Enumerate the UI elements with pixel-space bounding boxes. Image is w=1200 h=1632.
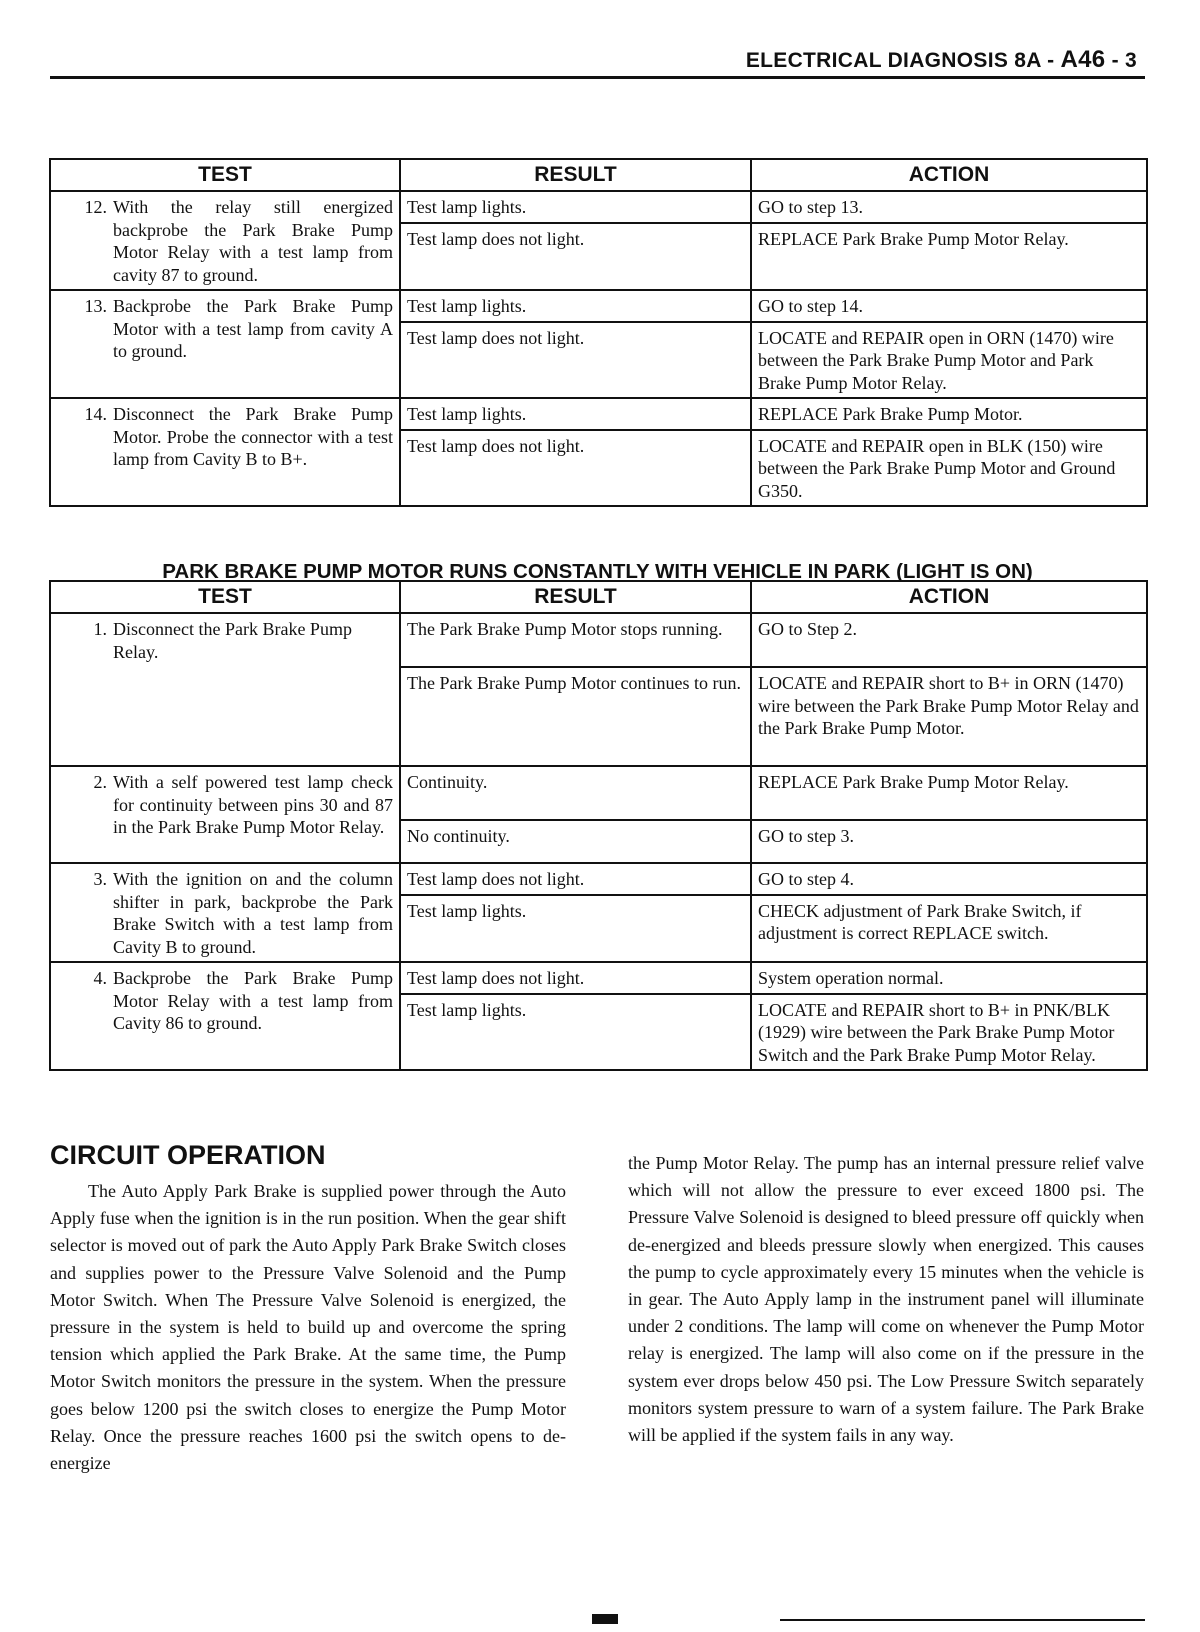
test-text: Backprobe the Park Brake Pump Motor Relay with a test lamp from Cavity 86 to ground.: [113, 968, 393, 1033]
test-cell: [50, 398, 400, 506]
test-cell: [50, 191, 400, 290]
action-cell: REPLACE Park Brake Pump Motor.: [751, 398, 1147, 430]
step-number: 14.: [84, 404, 107, 424]
test-text: With a self powered test lamp check for continuity between pins 30 and 87 in the Park Brake Pump Motor Relay.: [113, 772, 393, 837]
action-cell: CHECK adjustment of Park Brake Switch, if adjustment is correct REPLACE switch.: [751, 895, 1147, 963]
test-text: Disconnect the Park Brake Pump Relay.: [113, 619, 352, 662]
header-section-label: ELECTRICAL DIAGNOSIS 8A -: [745, 49, 1061, 72]
column-header-action: ACTION: [751, 159, 1147, 191]
table-row: [50, 398, 1147, 430]
test-cell: [50, 290, 400, 398]
result-cell: The Park Brake Pump Motor stops running.: [400, 613, 751, 667]
test-cell: [50, 962, 400, 1070]
column-header-result: RESULT: [400, 581, 751, 613]
result-cell: No continuity.: [400, 820, 751, 863]
circuit-operation-text-column-1: The Auto Apply Park Brake is supplied power through the Auto Apply fuse when the ignition is in the run position. When the gear shift selector is moved out of park the Auto Apply Park Brake Switch closes and supplies power to the Pressure Valve Solenoid and the Pump Motor Switch. When The Pressure Valve Solenoid is energized, the pressure in the system is held to build up and overcome the spring tension which applied the Park Brake. At the same time, the Pump Motor Switch monitors the pressure in the system. When the pressure goes below 1200 psi the switch closes to energize the Pump Motor Relay. Once the pressure reaches 1600 psi the switch opens to de-energize: [50, 1181, 566, 1474]
header-page-number: - 3: [1105, 49, 1137, 72]
action-cell: LOCATE and REPAIR open in ORN (1470) wire between the Park Brake Pump Motor and Park Brake Pump Motor Relay.: [751, 322, 1147, 399]
result-cell: Test lamp does not light.: [400, 223, 751, 290]
result-cell: Test lamp lights.: [400, 895, 751, 963]
test-text: Backprobe the Park Brake Pump Motor with a test lamp from cavity A to ground.: [113, 296, 393, 361]
result-cell: Test lamp lights.: [400, 398, 751, 430]
column-header-test: TEST: [50, 581, 400, 613]
result-cell: Test lamp does not light.: [400, 863, 751, 895]
action-cell: LOCATE and REPAIR short to B+ in ORN (1470) wire between the Park Brake Pump Motor Relay and the Park Brake Pump Motor.: [751, 667, 1147, 766]
result-cell: Continuity.: [400, 766, 751, 820]
result-cell: The Park Brake Pump Motor continues to run.: [400, 667, 751, 766]
test-text: With the ignition on and the column shifter in park, backprobe the Park Brake Switch with a test lamp from Cavity B to ground.: [113, 869, 393, 957]
step-number: 12.: [84, 197, 107, 217]
table-row: [50, 191, 1147, 223]
step-number: 1.: [93, 619, 107, 639]
action-cell: REPLACE Park Brake Pump Motor Relay.: [751, 223, 1147, 290]
test-cell: [50, 613, 400, 766]
diagnostic-table-continued: [49, 158, 1148, 507]
result-cell: Test lamp does not light.: [400, 962, 751, 994]
test-text: Disconnect the Park Brake Pump Motor. Probe the connector with a test lamp from Cavity B to B+.: [113, 404, 393, 469]
step-number: 3.: [93, 869, 107, 889]
circuit-operation-text-column-2: the Pump Motor Relay. The pump has an internal pressure relief valve which will not allow the pressure to ever exceed 1800 psi. The Pressure Valve Solenoid is designed to bleed pressure off quickly when de-energized and bleeds pressure slowly when energized. This causes the pump to cycle approximately every 15 minutes when the vehicle is in gear. The Auto Apply lamp in the instrument panel will illuminate under 2 conditions. The lamp will come on whenever the Pump Motor relay is energized. The lamp will also come on if the pressure in the system ever drops below 450 psi. The Low Pressure Switch separately monitors system pressure to warn of a system failure. The Park Brake will be applied if the system fails in any way.: [628, 1153, 1144, 1446]
action-cell: GO to step 14.: [751, 290, 1147, 322]
test-text: With the relay still energized backprobe the Park Brake Pump Motor Relay with a test lamp from cavity 87 to ground.: [113, 197, 393, 285]
column-header-action: ACTION: [751, 581, 1147, 613]
action-cell: LOCATE and REPAIR open in BLK (150) wire between the Park Brake Pump Motor and Ground G350.: [751, 430, 1147, 507]
result-cell: Test lamp does not light.: [400, 322, 751, 399]
diagnostic-table-pump-runs-constantly: [49, 580, 1148, 1071]
circuit-operation-heading: CIRCUIT OPERATION: [50, 1140, 326, 1170]
action-cell: GO to Step 2.: [751, 613, 1147, 667]
page-header-title: [746, 46, 1137, 74]
footer-rule: [780, 1619, 1145, 1621]
table-row: [50, 962, 1147, 994]
action-cell: GO to step 13.: [751, 191, 1147, 223]
page-header: [50, 44, 1145, 79]
result-cell: Test lamp lights.: [400, 290, 751, 322]
action-cell: System operation normal.: [751, 962, 1147, 994]
test-cell: [50, 766, 400, 863]
table-row: [50, 766, 1147, 820]
footer-mark: [592, 1614, 618, 1624]
column-header-result: RESULT: [400, 159, 751, 191]
table-row: [50, 290, 1147, 322]
test-cell: [50, 863, 400, 962]
table-row: [50, 863, 1147, 895]
action-cell: LOCATE and REPAIR short to B+ in PNK/BLK (1929) wire between the Park Brake Pump Motor Switch and the Park Brake Pump Motor Relay.: [751, 994, 1147, 1071]
action-cell: REPLACE Park Brake Pump Motor Relay.: [751, 766, 1147, 820]
section-title: PARK BRAKE PUMP MOTOR RUNS CONSTANTLY WITH VEHICLE IN PARK (LIGHT IS ON): [162, 560, 1033, 583]
result-cell: Test lamp lights.: [400, 191, 751, 223]
action-cell: GO to step 3.: [751, 820, 1147, 863]
step-number: 2.: [93, 772, 107, 792]
step-number: 13.: [84, 296, 107, 316]
table-header-row: [50, 159, 1147, 191]
header-code: A46: [1060, 46, 1106, 73]
result-cell: Test lamp lights.: [400, 994, 751, 1071]
action-cell: GO to step 4.: [751, 863, 1147, 895]
table-header-row: [50, 581, 1147, 613]
column-header-test: TEST: [50, 159, 400, 191]
step-number: 4.: [93, 968, 107, 988]
result-cell: Test lamp does not light.: [400, 430, 751, 507]
table-row: [50, 613, 1147, 667]
